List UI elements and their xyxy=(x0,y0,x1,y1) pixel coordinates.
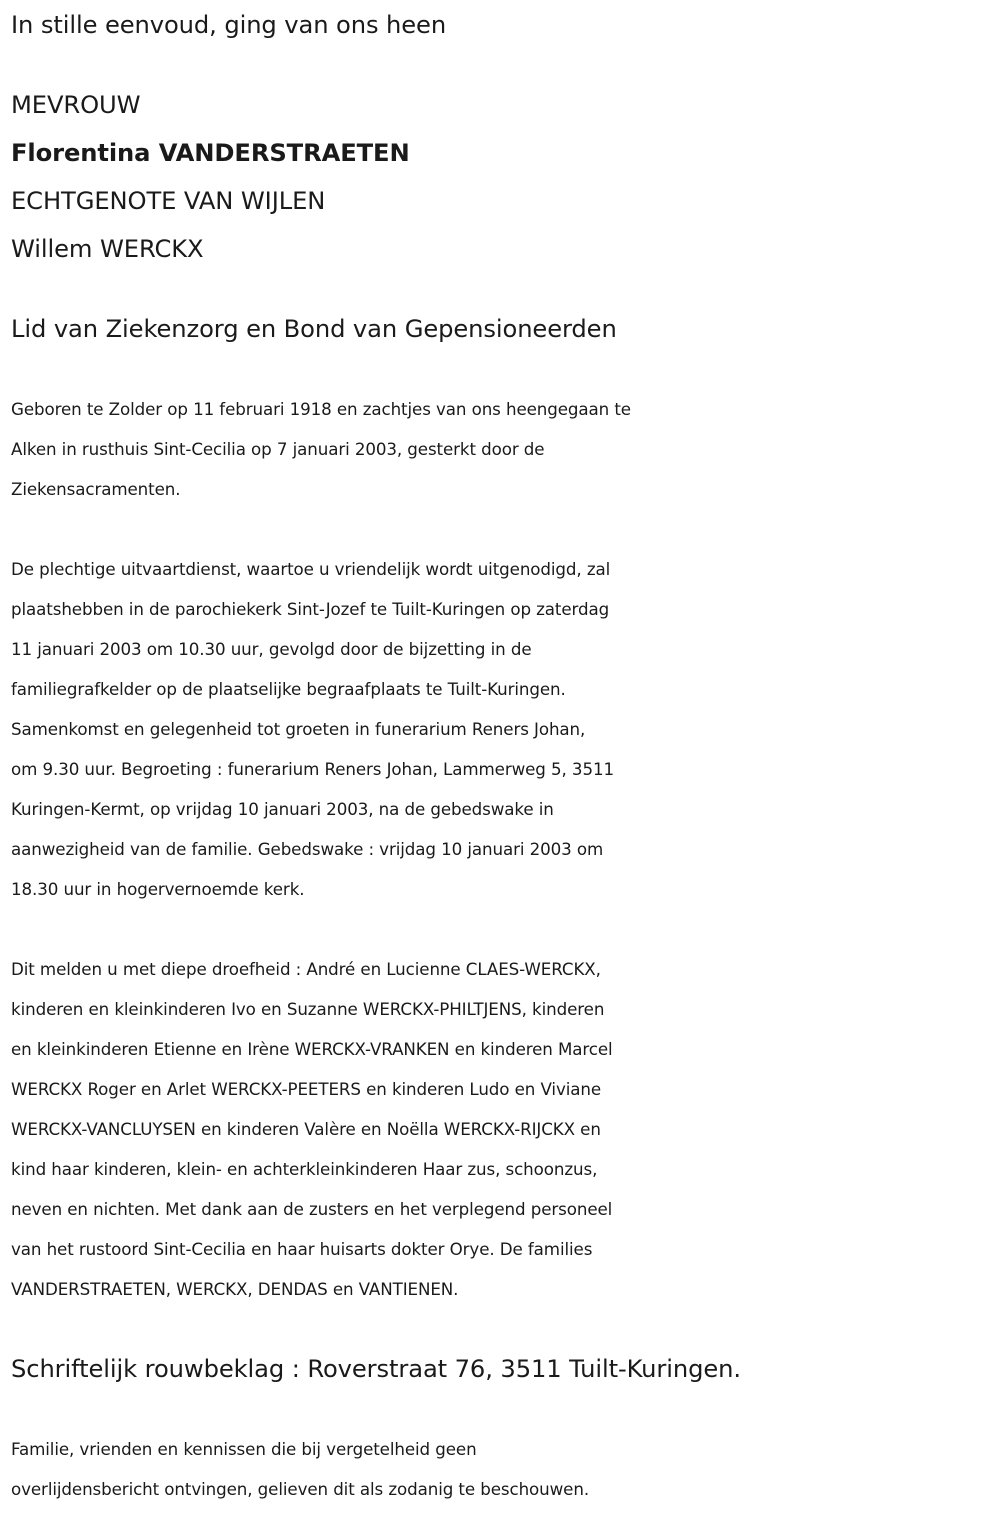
paragraph-line: 11 januari 2003 om 10.30 uur, gevolgd door de bijzetting in de xyxy=(11,639,532,659)
paragraph-line: kinderen en kleinkinderen Ivo en Suzanne WERCKX-PHILTJENS, kinderen xyxy=(11,999,605,1019)
paragraph-line: Geboren te Zolder op 11 februari 1918 en zachtjes van ons heengegaan te xyxy=(11,399,631,419)
deceased-name: Florentina VANDERSTRAETEN xyxy=(11,139,410,167)
paragraph-line: en kleinkinderen Etienne en Irène WERCKX-VRANKEN en kinderen Marcel xyxy=(11,1039,613,1059)
paragraph-line: Kuringen-Kermt, op vrijdag 10 januari 2003, na de gebedswake in xyxy=(11,799,554,819)
paragraph-line: Alken in rusthuis Sint-Cecilia op 7 januari 2003, gesterkt door de xyxy=(11,439,545,459)
title-text: MEVROUW xyxy=(11,91,141,119)
paragraph-line: aanwezigheid van de familie. Gebedswake : vrijdag 10 januari 2003 om xyxy=(11,839,604,859)
relation-label: ECHTGENOTE VAN WIJLEN xyxy=(11,187,326,215)
paragraph-line: overlijdensbericht ontvingen, gelieven dit als zodanig te beschouwen. xyxy=(11,1479,590,1499)
ceremony-paragraph xyxy=(11,549,996,909)
paragraph-line: familiegrafkelder op de plaatselijke begraafplaats te Tuilt-Kuringen. xyxy=(11,679,566,699)
paragraph-line: WERCKX Roger en Arlet WERCKX-PEETERS en kinderen Ludo en Viviane xyxy=(11,1079,602,1099)
closing-paragraph xyxy=(11,1429,996,1509)
paragraph-line: plaatshebben in de parochiekerk Sint-Jozef te Tuilt-Kuringen op zaterdag xyxy=(11,599,610,619)
spouse-name: Willem WERCKX xyxy=(11,235,204,263)
paragraph-line: neven en nichten. Met dank aan de zusters en het verplegend personeel xyxy=(11,1199,613,1219)
birth-death-paragraph xyxy=(11,389,996,509)
intro-text: In stille eenvoud, ging van ons heen xyxy=(11,11,447,39)
paragraph-line: WERCKX-VANCLUYSEN en kinderen Valère en Noëlla WERCKX-RIJCKX en xyxy=(11,1119,601,1139)
family-paragraph xyxy=(11,949,996,1309)
paragraph-line: VANDERSTRAETEN, WERCKX, DENDAS en VANTIENEN. xyxy=(11,1279,459,1299)
paragraph-line: 18.30 uur in hogervernoemde kerk. xyxy=(11,879,305,899)
paragraph-line: om 9.30 uur. Begroeting : funerarium Reners Johan, Lammerweg 5, 3511 xyxy=(11,759,614,779)
condolence-address: Schriftelijk rouwbeklag : Roverstraat 76, 3511 Tuilt-Kuringen. xyxy=(11,1355,741,1383)
paragraph-line: De plechtige uitvaartdienst, waartoe u vriendelijk wordt uitgenodigd, zal xyxy=(11,559,611,579)
paragraph-line: Dit melden u met diepe droefheid : André en Lucienne CLAES-WERCKX, xyxy=(11,959,601,979)
paragraph-line: Familie, vrienden en kennissen die bij vergetelheid geen xyxy=(11,1439,477,1459)
paragraph-line: kind haar kinderen, klein- en achterkleinkinderen Haar zus, schoonzus, xyxy=(11,1159,598,1179)
membership-text: Lid van Ziekenzorg en Bond van Gepensioneerden xyxy=(11,315,617,343)
paragraph-line: Ziekensacramenten. xyxy=(11,479,181,499)
paragraph-line: van het rustoord Sint-Cecilia en haar huisarts dokter Orye. De families xyxy=(11,1239,593,1259)
paragraph-line: Samenkomst en gelegenheid tot groeten in funerarium Reners Johan, xyxy=(11,719,586,739)
